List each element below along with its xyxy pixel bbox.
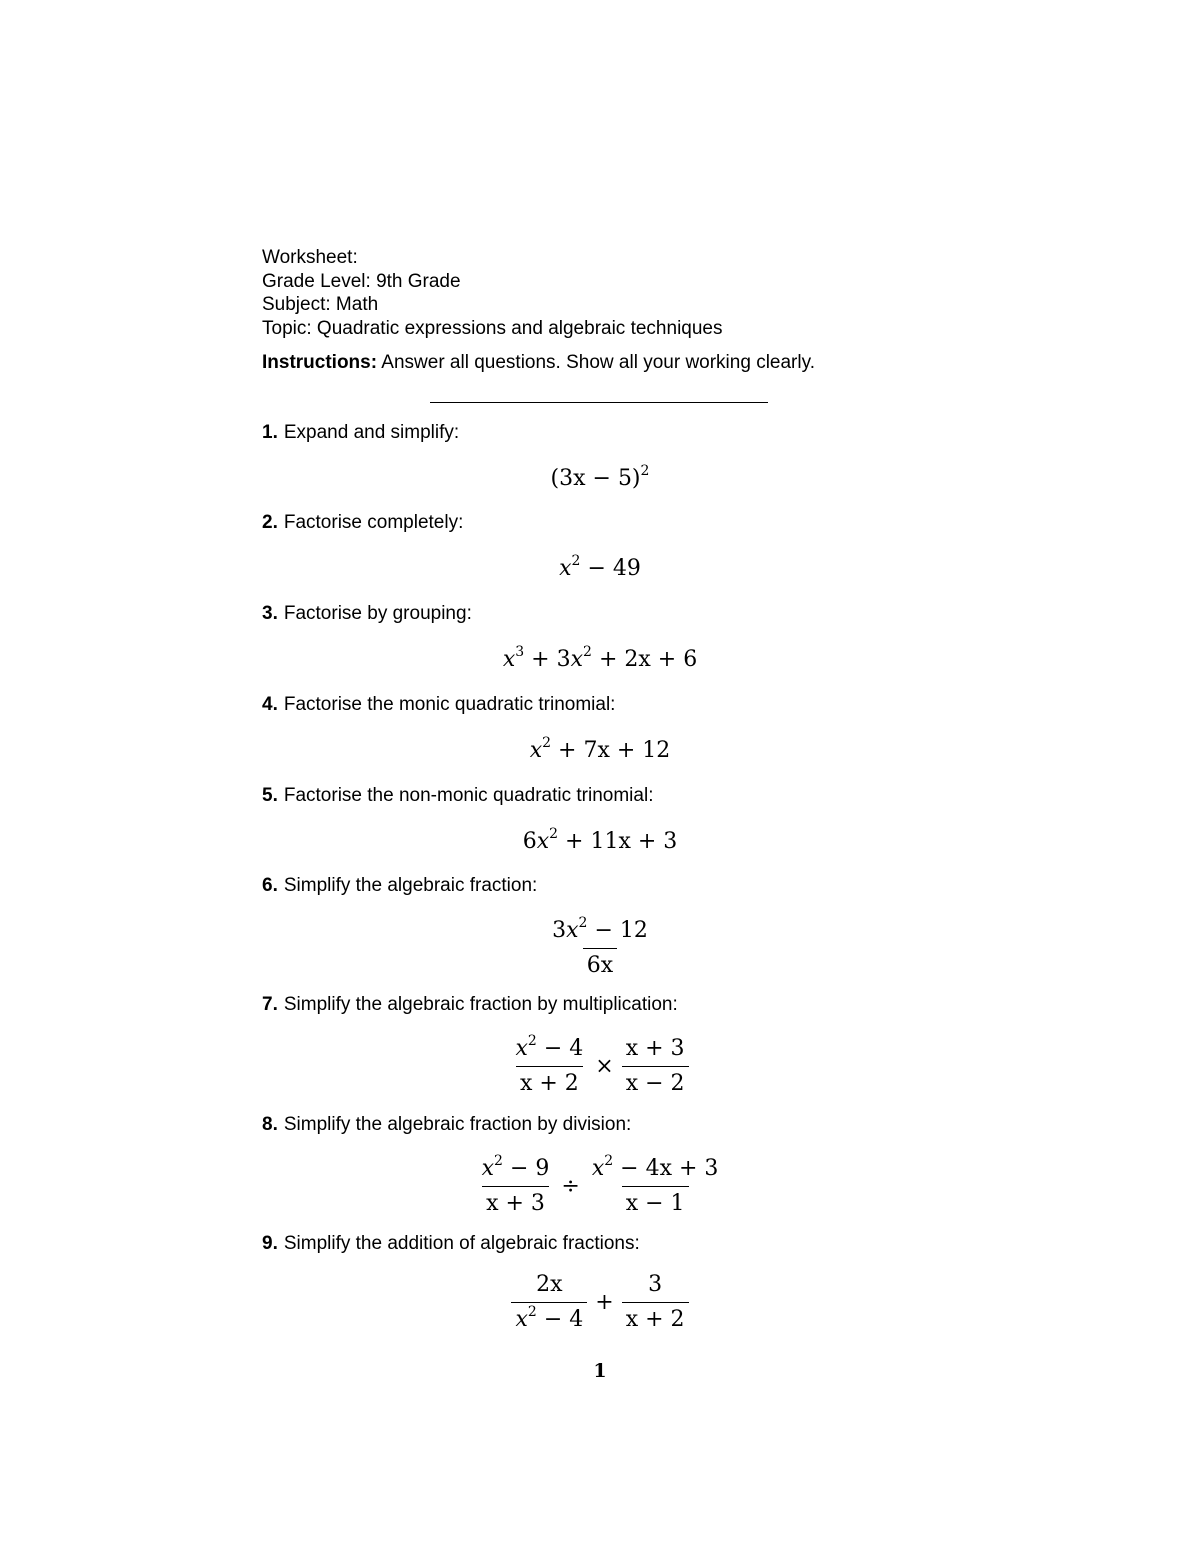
worksheet-title: Worksheet: [262,247,358,268]
worksheet-header [262,246,723,340]
instructions-text: Answer all questions. Show all your working clearly. [381,352,815,373]
question-4-label: 4. Factorise the monic quadratic trinomial: [262,694,616,715]
fraction: $\frac{x^2 - 9}{x + 3}$ [481,1153,550,1216]
divide-operator: ÷ [561,1174,580,1199]
fraction: $\frac{x^2 - 4}{x + 2}$ [515,1033,584,1096]
question-7-expression [0,1033,1200,1097]
question-6-label: 6. Simplify the algebraic fraction: [262,875,538,896]
instructions [262,352,815,374]
question-1-expression: $(3x - 5)^2$ [550,463,650,491]
question-2-expression: $x^2 - 49$ [559,553,641,581]
question-4-expression: $x^2 + 7x + 12$ [529,735,671,763]
fraction: $\frac{3x^2 - 12}{6x}$ [552,915,648,978]
question-6-expression [0,915,1200,979]
divider-line [430,402,768,403]
fraction: $\frac{x + 3}{x - 2}$ [622,1036,689,1097]
subject: Subject: Math [262,294,379,315]
question-8-label: 8. Simplify the algebraic fraction by division: [262,1114,632,1135]
fraction: $\frac{2x}{x^2 - 4}$ [511,1272,587,1333]
multiply-operator: × [595,1054,614,1079]
question-9-expression [0,1272,1200,1333]
question-2-label: 2. Factorise completely: [262,512,464,533]
fraction: $\frac{x^2 - 4x + 3}{x - 1}$ [591,1153,719,1216]
topic: Topic: Quadratic expressions and algebraic techniques [262,317,723,339]
question-1-label: 1. Expand and simplify: [262,422,460,443]
page-number: 1 [593,1360,607,1382]
question-7-label: 7. Simplify the algebraic fraction by multiplication: [262,994,678,1015]
question-3-expression: $x^3 + 3x^2 + 2x + 6$ [502,644,698,672]
plus-operator: + [595,1290,614,1315]
question-3-label: 3. Factorise by grouping: [262,603,472,624]
instructions-label: Instructions: [262,352,378,373]
question-5-label: 5. Factorise the non-monic quadratic trinomial: [262,785,654,806]
fraction: $\frac{3}{x + 2}$ [622,1272,689,1333]
question-8-expression [0,1153,1200,1217]
question-5-expression: $6x^2 + 11x + 3$ [522,826,678,854]
question-9-label: 9. Simplify the addition of algebraic fractions: [262,1233,640,1254]
grade-level: Grade Level: 9th Grade [262,270,461,292]
